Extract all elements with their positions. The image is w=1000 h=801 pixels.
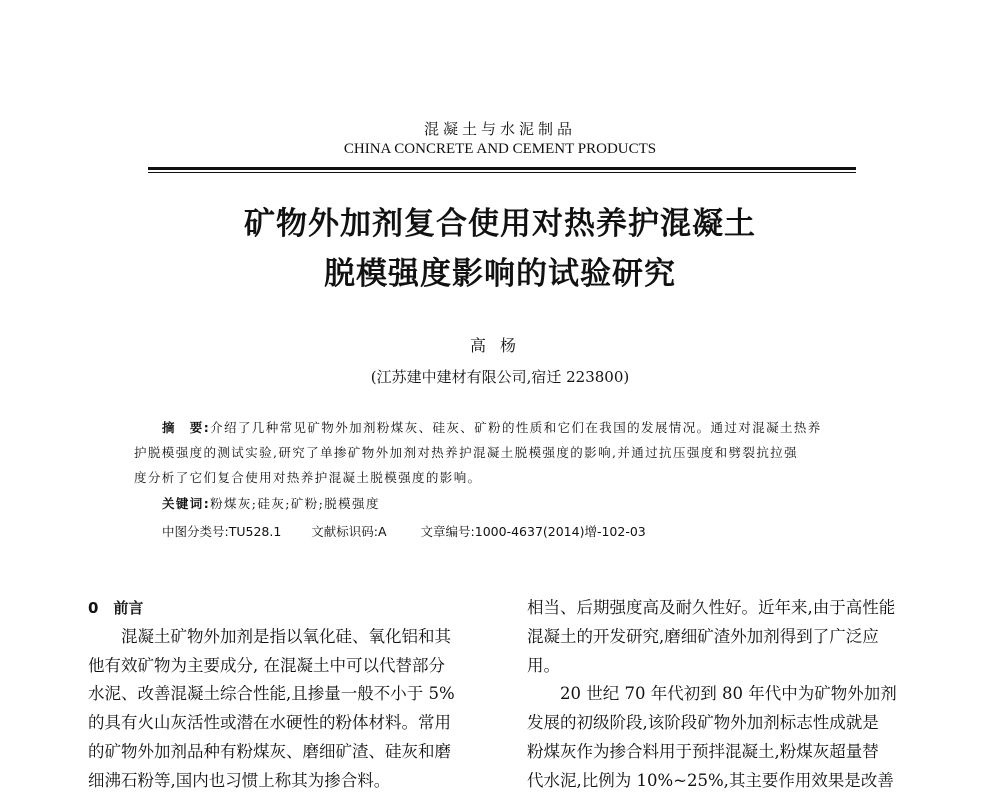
right-column <box>527 594 927 796</box>
clc-value: TU528.1 <box>228 524 282 539</box>
doc-code-label: 文献标识码: <box>311 524 378 539</box>
body-line: 细沸石粉等,国内也习惯上称其为掺合料。 <box>88 770 391 790</box>
keywords-label: 关键词: <box>162 496 211 511</box>
body-line: 粉煤灰作为掺合料用于预拌混凝土,粉煤灰超量替 <box>527 741 879 761</box>
title-line-2: 脱模强度影响的试验研究 <box>324 256 676 292</box>
body-line: 相当、后期强度高及耐久性好。近年来,由于高性能 <box>527 598 896 617</box>
classification <box>162 522 646 540</box>
affiliation: (江苏建中建材有限公司,宿迁 223800) <box>370 368 630 386</box>
body-line: 用。 <box>527 655 560 675</box>
clc-label: 中图分类号: <box>162 524 229 539</box>
abstract-label: 摘 要: <box>162 420 211 435</box>
abstract-line-3: 度分析了它们复合使用对热养护混凝土脱模强度的影响。 <box>134 470 482 485</box>
left-column <box>88 594 498 796</box>
body-line: 混凝土的开发研究,磨细矿渣外加剂得到了广泛应 <box>527 626 879 646</box>
journal-name-cn: 混凝土与水泥制品 <box>423 120 576 138</box>
journal-name-en: CHINA CONCRETE AND CEMENT PRODUCTS <box>343 141 657 157</box>
article-id-label: 文章编号: <box>420 524 475 539</box>
doc-code-value: A <box>378 524 387 539</box>
author: 高杨 <box>469 336 530 355</box>
body-line: 混凝土矿物外加剂是指以氧化硅、氧化铝和其 <box>121 626 451 646</box>
article-id-value: 1000-4637(2014)增-102-03 <box>474 524 646 539</box>
section-heading: 0 前言 <box>88 599 144 617</box>
body-line: 发展的初级阶段,该阶段矿物外加剂标志性成就是 <box>527 713 879 733</box>
abstract-line-2: 护脱模强度的测试实验,研究了单掺矿物外加剂对热养护混凝土脱模强度的影响,并通过抗压强度和劈裂抗拉强 <box>134 445 799 460</box>
header-rule-thin <box>148 172 856 173</box>
body-line: 的具有火山灰活性或潜在水硬性的粉体材料。常用 <box>88 713 451 733</box>
abstract-text: 介绍了几种常见矿物外加剂粉煤灰、硅灰、矿粉的性质和它们在我国的发展情况。通过对混凝土热养 <box>210 420 822 435</box>
body-line: 他有效矿物为主要成分, 在混凝土中可以代替部分 <box>88 655 445 675</box>
abstract-line-1 <box>162 418 822 436</box>
header-rule-thick <box>148 167 856 170</box>
body-line: 水泥、改善混凝土综合性能,且掺量一般不小于 5% <box>88 684 455 704</box>
title-line-1: 矿物外加剂复合使用对热养护混凝土 <box>244 206 756 242</box>
keywords <box>162 494 380 512</box>
body-line: 20 世纪 70 年代初到 80 年代中为矿物外加剂 <box>560 684 897 704</box>
keywords-text: 粉煤灰;硅灰;矿粉;脱模强度 <box>210 496 380 511</box>
body-line: 的矿物外加剂品种有粉煤灰、磨细矿渣、硅灰和磨 <box>88 741 451 761</box>
body-line: 代水泥,比例为 10%~25%,其主要作用效果是改善 <box>527 770 894 790</box>
